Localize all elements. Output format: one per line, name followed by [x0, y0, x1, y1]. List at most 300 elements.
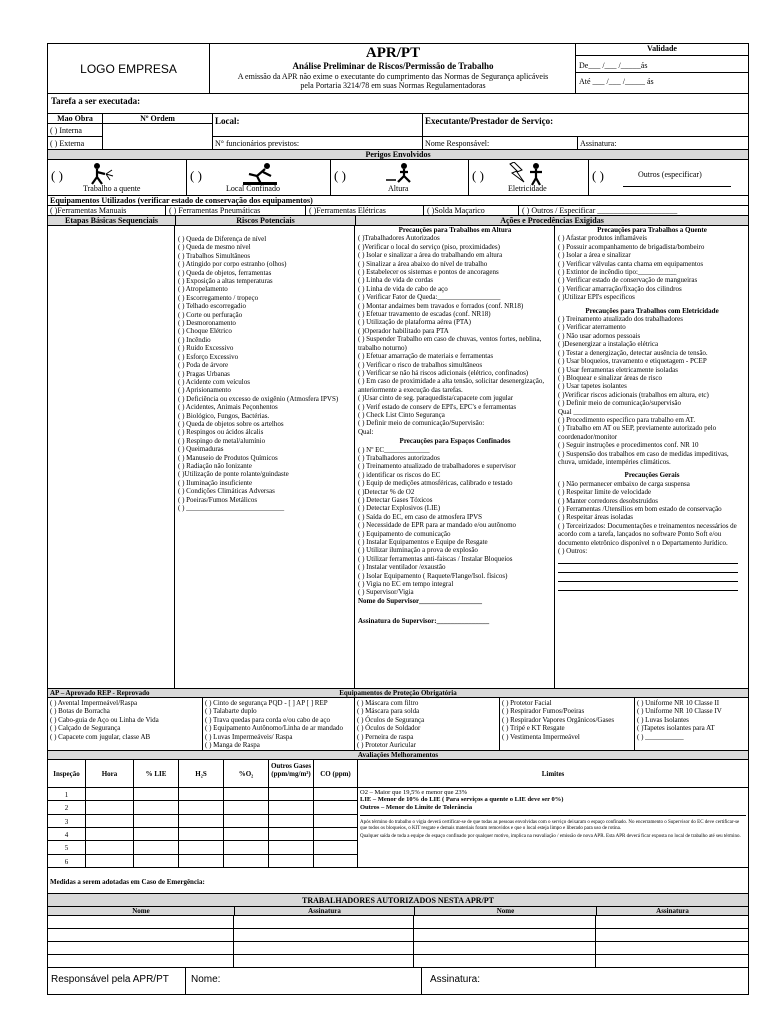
autorizados-table: [48, 916, 748, 968]
measurement-cell[interactable]: [269, 855, 314, 868]
worker-signature-cell[interactable]: [234, 916, 414, 929]
mao-obra-label: Mao Obra: [48, 114, 103, 124]
risco-item[interactable]: ( ) Respingo de metal/alumínio: [178, 436, 266, 445]
responsavel-assinatura[interactable]: Assinatura:: [430, 974, 481, 985]
etapas-column[interactable]: [48, 226, 175, 689]
measurement-cell[interactable]: [179, 788, 224, 801]
epi-item[interactable]: ( ) Equipamento Autônomo/Linha de ar mandado: [205, 724, 344, 733]
supervisor-name[interactable]: Nome do Supervisor__________________: [358, 596, 483, 605]
confinados-item[interactable]: ( ) identificar os riscos do EC: [358, 470, 441, 479]
eletricidade-item[interactable]: ( ) Trabalho em AT ou SEP, previamente autorizado pelo coordenador/monitor: [558, 424, 717, 441]
riscos-list: [178, 235, 352, 512]
header-outros-gases: Outros Gases (ppm/mg/m³): [269, 760, 314, 788]
altura-item[interactable]: ( ) Linha de vida de cordas: [358, 276, 434, 285]
obs-text-2: Qualquer saída de toda a equipe do espaço confinado por qualquer motivo, implica na reavaliação / emissão de nova APR. Esta APR deverá ficar exposta no local de trabalho até seu término.: [360, 834, 741, 840]
epi-item[interactable]: ( ) Uniforme NR 10 Classe IV: [637, 707, 722, 716]
confinados-item[interactable]: ( ) Equipamento de comunicação: [358, 529, 451, 538]
altura-item[interactable]: ( ) Isolar e sinalizar a área do trabalhando em altura: [358, 251, 503, 260]
equipamentos-row: [48, 206, 748, 216]
epi-column-2: [203, 698, 355, 751]
validity-label: Validade: [576, 44, 748, 56]
header-assinatura-1: Assinatura: [234, 907, 414, 916]
fire-work-icon: [88, 162, 118, 186]
worker-name-cell[interactable]: [48, 929, 234, 942]
apr-form: [47, 43, 749, 995]
gerais-item[interactable]: ( ) Respeitar limite de velocidade: [558, 488, 652, 497]
footer: [48, 968, 748, 994]
risco-item[interactable]: ( ) Acidentes, Animais Peçonhentos: [178, 403, 278, 412]
altura-item[interactable]: ( )Usar cinto de seg. paraquedista/capacete com jugular: [358, 394, 514, 403]
worker-name-cell[interactable]: [414, 942, 596, 955]
responsavel-label: Responsável pela APR/PT: [48, 968, 186, 994]
header-hora: Hora: [86, 760, 134, 788]
equip-eletricas[interactable]: ( )Ferramentas Elétricas: [305, 206, 386, 216]
worker-signature-cell[interactable]: [596, 916, 748, 929]
measurement-cell[interactable]: [86, 841, 134, 854]
altura-item[interactable]: ( ) Montar andaimes bem travados e forrados (conf. NR18): [358, 301, 524, 310]
measurement-cell[interactable]: [86, 815, 134, 828]
confinados-item[interactable]: ( ) Trabalhadores autorizados: [358, 453, 440, 462]
worker-name-cell[interactable]: [48, 916, 234, 929]
measurement-cell[interactable]: [224, 828, 269, 841]
emergencia-field[interactable]: Medidas a serem adotadas em Caso de Emergência:: [48, 868, 748, 894]
limite-lie: LIE – Menor de 10% do LIE ( Para serviços a quente o LIE deve ser 0%): [360, 796, 564, 804]
epi-title: Equipamentos de Proteção Obrigatória: [339, 689, 457, 697]
perigo-label-2: Local Confinado: [226, 184, 280, 193]
supervisor-signature[interactable]: Assinatura do Supervisor:_______________: [358, 617, 490, 626]
altura-item[interactable]: ( ) Linha de vida de cabo de aço: [358, 284, 448, 293]
epi-item[interactable]: ( ) Óculos de Soldador: [357, 724, 421, 733]
funcionarios-field[interactable]: N° funcionários previstos:: [213, 137, 423, 150]
worker-signature-cell[interactable]: [234, 942, 414, 955]
epi-item[interactable]: ( ) Talabarte duplo: [205, 707, 257, 716]
measurement-cell[interactable]: [314, 828, 358, 841]
ordem-label: Nº Ordem: [103, 114, 213, 124]
header-h2s: H₂S: [179, 760, 224, 788]
perigo-check-2[interactable]: ( ): [190, 168, 202, 183]
altura-item[interactable]: ( ) Verificar se não há riscos adicionais (elétrico, confinados): [358, 368, 529, 377]
limite-outros: Outros – Menor do Limite de Tolerância: [360, 803, 473, 811]
eletricidade-list: [558, 315, 746, 466]
quente-item[interactable]: ( ) Verificar estado de conservação de mangueiras: [558, 276, 698, 285]
risco-item[interactable]: ( ) Atropelamento: [178, 285, 228, 294]
epi-item[interactable]: ( ) Trava quedas para corda e/ou cabo de aço: [205, 715, 330, 724]
eletricidade-title: Precauções para Trabalhos com Eletricidade: [585, 306, 719, 315]
risco-item[interactable]: ( ) Choque Elétrico: [178, 327, 232, 336]
confinados-item[interactable]: ( ) Utilizar iluminação a prova de explosão: [358, 546, 478, 555]
outros-line-4[interactable]: [558, 582, 738, 591]
eletricidade-item[interactable]: ( )Verificar riscos adicionais (trabalhos em altura, etc): [558, 390, 709, 399]
risco-item[interactable]: ( ) Biológico, Fungos, Bactérias.: [178, 411, 270, 420]
measurement-cell[interactable]: [314, 788, 358, 801]
avaliacoes-rows: [48, 788, 358, 868]
altura-item[interactable]: ( ) Sinalizar a área abaixo do nível de trabalho: [358, 259, 488, 268]
main-columns: [48, 226, 748, 689]
equip-manuais[interactable]: ( )Ferramentas Manuais: [50, 206, 127, 215]
risco-item[interactable]: ( ) Poda de árvore: [178, 361, 229, 370]
risco-item[interactable]: ( ) Atingido por corpo estranho (olhos): [178, 260, 287, 269]
altura-item[interactable]: ( )Verificar o local do serviço (piso, proximidades): [358, 242, 500, 251]
measurement-cell[interactable]: [224, 855, 269, 868]
risco-item[interactable]: ( ) Desmoronamento: [178, 319, 236, 328]
worker-signature-cell[interactable]: [234, 929, 414, 942]
validity-to[interactable]: Até ___ /___ /_____ ás: [579, 77, 654, 86]
epi-item[interactable]: ( ) Calçado de Segurança: [50, 724, 121, 733]
worker-signature-cell[interactable]: [596, 955, 748, 968]
inspecao-number: 3: [48, 815, 86, 828]
eletricidade-item[interactable]: ( )Desenergizar a instalação elétrica: [558, 340, 659, 349]
responsavel-nome[interactable]: Nome:: [186, 968, 422, 994]
confinados-item[interactable]: ( ) Treinamento atualizado de trabalhadores e supervisor: [358, 462, 516, 471]
risco-item[interactable]: ( ) ____________________________: [178, 504, 285, 512]
eletricidade-item[interactable]: ( ) Suspensão dos trabalhos em caso de medidas impeditivas, chuva, umidade, intempéries climáticos.: [558, 449, 729, 466]
inspecao-number: 5: [48, 841, 86, 854]
local-field[interactable]: Local:: [213, 114, 423, 137]
risco-item[interactable]: ( ) Iluminação insuficiente: [178, 478, 253, 487]
labor-section: [48, 114, 748, 150]
eletricidade-item[interactable]: ( ) Procedimento específico para trabalho em AT.: [558, 415, 696, 424]
inspecao-number: 1: [48, 788, 86, 801]
risco-item[interactable]: ( ) Escorregamento / tropeço: [178, 293, 259, 302]
risco-item[interactable]: ( ) Condições Climáticas Adversas: [178, 487, 275, 496]
measurement-cell[interactable]: [314, 815, 358, 828]
header-limites: Limites: [358, 760, 748, 788]
altura-item[interactable]: ( ) Efetuar travamento de escadas (conf. NR18): [358, 310, 491, 319]
epi-item[interactable]: ( ) Máscara com filtro: [357, 699, 419, 707]
eletricidade-item[interactable]: ( ) Seguir instruções e procedimentos conf. NR 10: [558, 441, 699, 450]
measurement-cell[interactable]: [134, 855, 179, 868]
risco-item[interactable]: ( ) Poeiras/Fumos Metálicos: [178, 495, 258, 504]
measurement-cell[interactable]: [314, 855, 358, 868]
altura-item[interactable]: ( ) Definir meio de comunicação/Supervisão:: [358, 419, 485, 428]
measurement-cell[interactable]: [269, 815, 314, 828]
eletricidade-item[interactable]: ( ) Definir meio de comunicação/supervisão: [558, 399, 682, 408]
avaliacoes-title: Avaliações Melhoramentos: [48, 751, 748, 760]
epi-item[interactable]: ( ) Protetor Auricular: [357, 741, 416, 750]
measurement-cell[interactable]: [179, 801, 224, 814]
risco-item[interactable]: ( ) Queda de objetos sobre os artelhos: [178, 419, 284, 428]
perigo-label-1: Trabalho a quente: [83, 184, 141, 193]
confinados-item[interactable]: ( ) Detectar Explosivos (LIE): [358, 504, 441, 513]
outros-line[interactable]: [623, 186, 731, 187]
interna-option[interactable]: ( ) Interna: [48, 124, 103, 137]
outros-line-1[interactable]: [558, 555, 738, 564]
measurement-cell[interactable]: [224, 815, 269, 828]
etapas-header: Etapas Básicas Sequenciais: [65, 216, 158, 225]
autorizados-headers: [48, 907, 748, 916]
altura-item[interactable]: ( )Operador habilitado para PTA: [358, 326, 449, 335]
title-block: [213, 44, 573, 94]
confinados-item[interactable]: ( ) Vigia no EC em tempo integral: [358, 580, 454, 589]
externa-option[interactable]: ( ) Externa: [48, 137, 103, 150]
obs-text: Após término do trabalho o vigia deverá certificar-se de que todas as pessoas envolvidas com o serviço deixaram o espaço confinado. No encerramento o Supervisor do EC deve certificar-se que todos os bloqueios, o KIT resgate e demais materiais foram removidos e que o local esteja limpo e liberado para uso de rotina.: [360, 820, 740, 832]
validity-block: [575, 44, 748, 94]
height-icon: [386, 162, 422, 186]
risco-item[interactable]: ( ) Queda de objetos, ferramentas: [178, 268, 272, 277]
header-nome-2: Nome: [414, 907, 596, 916]
epi-column-1: [48, 698, 203, 751]
divider: [360, 815, 746, 816]
measurement-cell[interactable]: [269, 788, 314, 801]
risco-item[interactable]: ( ) Queda de Diferença de nível: [178, 235, 267, 243]
eletricidade-item[interactable]: ( ) Usar ferramentas eletricamente isoladas: [558, 365, 678, 374]
measurement-cell[interactable]: [179, 815, 224, 828]
measurement-cell[interactable]: [134, 788, 179, 801]
responsavel-field[interactable]: Nome Responsável:: [423, 137, 578, 150]
epi-item[interactable]: ( ) Cinto de segurança PQD - [ ] AP [ ] REP: [205, 699, 328, 707]
gerais-item[interactable]: ( ) Terceirizados: Documentações e treinamentos necessários de acordo com a tarefa, lançados no software Ponto Soft e/ou documento eletrônico disponível n o Departamento Jurídico.: [558, 521, 737, 547]
ap-label: AP – Aprovado REP - Reprovado: [50, 689, 150, 697]
confinados-item[interactable]: ( ) Nº EC_____________: [358, 445, 430, 454]
epi-item[interactable]: ( ) Vestimenta Impermeável: [502, 732, 580, 741]
perigos-row: [48, 160, 748, 196]
measurement-cell[interactable]: [179, 828, 224, 841]
quente-item[interactable]: ( ) Possuir acompanhamento de brigadista/bombeiro: [558, 242, 705, 251]
risco-item[interactable]: ( ) Acidente com veículos: [178, 377, 250, 386]
note-line-2: pela Portaria 3214/78 em suas Normas Regulamentadoras: [300, 80, 486, 90]
equip-pneumaticas[interactable]: ( ) Ferramentas Pneumáticas: [165, 206, 260, 216]
divider: [330, 160, 331, 196]
divider: [588, 160, 589, 196]
altura-item[interactable]: ( ) Verif estado de conserv de EPI's, EPC's e ferramentas: [358, 402, 517, 411]
epi-column-3: [355, 698, 500, 751]
worker-name-cell[interactable]: [414, 955, 596, 968]
confinados-item[interactable]: ( ) Instalar ventilador /exaustão: [358, 563, 446, 572]
worker-name-cell[interactable]: [414, 929, 596, 942]
gerais-item[interactable]: ( ) Outros:: [558, 547, 588, 556]
altura-list: [358, 234, 552, 436]
epi-item[interactable]: ( ) Manga de Raspa: [205, 741, 260, 750]
confinados-item[interactable]: ( ) Isolar Equipamento ( Raquete/Flange/Isol. físicos): [358, 571, 508, 580]
limites-block: [360, 789, 746, 840]
divider: [186, 160, 187, 196]
validity-from[interactable]: De___ /___ /_____ás: [576, 56, 748, 73]
measurement-cell[interactable]: [86, 855, 134, 868]
measurement-cell[interactable]: [134, 801, 179, 814]
risco-item[interactable]: ( ) Ruído Excessivo: [178, 344, 234, 353]
riscos-column: [175, 226, 355, 689]
quente-title: Precauções para Trabalhos a Quente: [597, 226, 707, 234]
epi-item[interactable]: ( ) Respirador Vapores Orgânicos/Gases: [502, 715, 615, 724]
risco-item[interactable]: ( ) Deficiência ou excesso de oxigênio (Atmosfera IPVS): [178, 394, 339, 403]
quente-item[interactable]: ( ) Verificar válvulas canta chama em equipamentos: [558, 259, 704, 268]
worker-name-cell[interactable]: [414, 916, 596, 929]
perigo-label-3: Altura: [388, 184, 409, 193]
risco-item[interactable]: ( ) Esforço Excessivo: [178, 352, 239, 361]
company-logo: LOGO EMPRESA: [48, 44, 210, 94]
eletricidade-item[interactable]: ( ) Treinamento atualizado dos trabalhadores: [558, 315, 683, 324]
perigo-check-3[interactable]: ( ): [334, 168, 346, 183]
outros-line-3[interactable]: [558, 573, 738, 582]
header-nome-1: Nome: [132, 907, 150, 915]
measurement-cell[interactable]: [86, 828, 134, 841]
eletricidade-item[interactable]: ( ) Usar bloqueios, travamento e etiquetagem - PCEP: [558, 357, 707, 366]
altura-item[interactable]: ( ) Utilização de plataforma aérea (PTA): [358, 318, 471, 327]
altura-item[interactable]: ( ) Verificar Fator de Queda:__________________: [358, 293, 501, 302]
equip-solda[interactable]: ( )Solda Maçarico: [423, 206, 485, 216]
measurement-cell[interactable]: [269, 841, 314, 854]
altura-item[interactable]: ( )Trabalhadores Autorizados: [358, 234, 440, 243]
altura-item[interactable]: Qual:: [358, 427, 374, 436]
confinados-title: Precauções para Espaços Confinados: [399, 437, 511, 446]
confined-space-icon: [243, 162, 277, 186]
executante-field[interactable]: Executante/Prestador de Serviço:: [423, 114, 748, 137]
eletricidade-item[interactable]: ( ) Não usar adornos pessoais: [558, 331, 641, 340]
eletricidade-item[interactable]: ( ) Usar tapetes isolantes: [558, 382, 627, 391]
measurement-cell[interactable]: [86, 801, 134, 814]
worker-signature-cell[interactable]: [234, 955, 414, 968]
risco-item[interactable]: ( ) Corte ou perfuração: [178, 310, 243, 319]
epi-column-5: [635, 698, 748, 751]
epi-column-4: [500, 698, 635, 751]
header-inspecao: Inspeção: [48, 760, 86, 788]
risco-item[interactable]: ( ) Queda de mesmo nível: [178, 243, 251, 252]
outros-line-2[interactable]: [558, 564, 738, 573]
measurement-cell[interactable]: [314, 841, 358, 854]
form-header: [48, 44, 748, 94]
risco-item[interactable]: ( ) Pragas Urbanas: [178, 369, 230, 378]
eletricidade-item[interactable]: ( ) Bloquear e sinalizar áreas de risco: [558, 373, 662, 382]
perigos-title: Perigos Envolvidos: [48, 150, 748, 160]
altura-item[interactable]: ( ) Estabelecer os sistemas e pontos de ancoragens: [358, 268, 499, 277]
epi-item[interactable]: ( ) Luvas Isolantes: [637, 715, 689, 724]
measurement-cell[interactable]: [224, 801, 269, 814]
altura-item[interactable]: ( ) Efetuar amarração de materiais e ferramentas: [358, 352, 494, 361]
altura-item[interactable]: ( ) Verificar o risco de trabalhos simultâneos: [358, 360, 483, 369]
measurement-cell[interactable]: [134, 841, 179, 854]
confinados-item[interactable]: ( ) Instalar Equipamentos e Equipe de Resgate: [358, 538, 488, 547]
epi-item[interactable]: ( )Tapetes isolantes para AT: [637, 724, 715, 733]
epi-item[interactable]: ( ) Capacete com jugular, classe AB: [50, 732, 151, 741]
epi-header: [48, 689, 748, 698]
altura-title: Precauções para Trabalhos em Altura: [398, 226, 512, 234]
measurement-cell[interactable]: [179, 855, 224, 868]
risco-item[interactable]: ( ) Trabalhos Simultâneos: [178, 251, 251, 260]
quente-item[interactable]: ( )Utilizar EPI's específicos: [558, 293, 635, 302]
risco-item[interactable]: ( ) Queimaduras: [178, 445, 224, 454]
confinados-item[interactable]: ( ) Necessidade de EPR para ar mandado e/ou autônomo: [358, 521, 517, 530]
measurement-cell[interactable]: [224, 841, 269, 854]
confinados-list: [358, 446, 552, 597]
measurement-cell[interactable]: [314, 801, 358, 814]
quente-list: [558, 234, 746, 301]
eletricidade-item[interactable]: ( ) Verificar aterramento: [558, 323, 626, 332]
measurement-cell[interactable]: [179, 841, 224, 854]
confinados-item[interactable]: ( ) Saída do EC, em caso de atmosfera IPVS: [358, 512, 483, 521]
gerais-item[interactable]: ( ) Manter corredores desobstruídos: [558, 496, 658, 505]
perigo-check-5[interactable]: ( ): [592, 168, 604, 183]
eletricidade-item[interactable]: ( ) Testar a denergização, detectar ausência de tensão.: [558, 348, 708, 357]
confinados-item[interactable]: ( ) Utilizar ferramentas anti-faiscas / Instalar Bloqueios: [358, 554, 513, 563]
epi-item[interactable]: ( ) Óculos de Segurança: [357, 715, 425, 724]
form-subtitle: Análise Preliminar de Riscos/Permissão de Trabalho: [292, 61, 494, 71]
measurement-cell[interactable]: [134, 828, 179, 841]
confinados-item[interactable]: ( ) Supervisor/Vigia: [358, 588, 414, 597]
acoes-header: Ações e Procedências Exigidas: [355, 216, 748, 226]
risco-item[interactable]: ( ) Respingos ou ácidos álcalis: [178, 428, 264, 437]
confinados-item[interactable]: ( )Detectar % de O2: [358, 487, 415, 496]
header-lie: % LIE: [134, 760, 179, 788]
ordem-field[interactable]: [103, 124, 213, 150]
autorizados-title: TRABALHADORES AUTORIZADOS NESTA APR/PT: [48, 894, 748, 907]
risco-item[interactable]: ( ) Incêndio: [178, 335, 211, 344]
epi-item[interactable]: ( ) Respirador Fumos/Poeiras: [502, 707, 585, 716]
altura-item[interactable]: ( ) Em caso de proximidade a alta tensão, solicitar desenergização, anteriormente a execução das tarefas.: [358, 377, 545, 394]
measurement-cell[interactable]: [269, 801, 314, 814]
note-line-1: A emissão da APR não exime o executante do cumprimento das Normas de Segurança aplicáveis: [237, 71, 549, 81]
epi-item[interactable]: ( ) Cabo-guia de Aço ou Linha de Vida: [50, 715, 159, 724]
epi-item[interactable]: ( ) Tripé e KT Resgate: [502, 724, 565, 733]
risco-item[interactable]: ( ) Aprisionamento: [178, 386, 231, 395]
epi-item[interactable]: ( ) Máscara para solda: [357, 707, 420, 716]
measurement-cell[interactable]: [86, 788, 134, 801]
altura-confinados-column: [355, 226, 555, 689]
quente-item[interactable]: ( ) Verificar amarração/fixação dos cilindros: [558, 284, 682, 293]
gerais-item[interactable]: ( ) Respeitar áreas isoladas: [558, 513, 634, 522]
worker-signature-cell[interactable]: [596, 929, 748, 942]
form-title: APR/PT: [365, 45, 421, 61]
risco-item[interactable]: ( )Utilização de ponte rolante/guindaste: [178, 470, 289, 479]
risco-item[interactable]: ( ) Manuseio de Produtos Químicos: [178, 453, 278, 462]
measurement-cell[interactable]: [269, 828, 314, 841]
gerais-item[interactable]: ( ) Não permanecer embaixo de carga suspensa: [558, 479, 690, 488]
avaliacoes-headers: [48, 760, 378, 788]
quente-item[interactable]: ( ) Isolar a área e sinalizar: [558, 251, 631, 260]
assinatura-field[interactable]: Assinatura:: [580, 139, 617, 148]
epi-item[interactable]: ( ) Luvas Impermeáveis/ Raspa: [205, 732, 293, 741]
risco-item[interactable]: ( ) Exposição a altas temperaturas: [178, 277, 273, 286]
epi-section: [48, 698, 748, 751]
risco-item[interactable]: ( ) Radiação não Ionizante: [178, 461, 252, 470]
header-assinatura-2: Assinatura: [596, 907, 748, 916]
worker-name-cell[interactable]: [48, 955, 234, 968]
quente-item[interactable]: ( ) Afastar produtos inflamáveis: [558, 234, 648, 243]
gerais-item[interactable]: ( ) Ferramentas /Utensílios em bom estado de conservação: [558, 505, 722, 513]
epi-item[interactable]: ( ) Avental Impermeável/Raspa: [50, 699, 138, 707]
electricity-icon: [508, 162, 548, 186]
gerais-list: [558, 480, 746, 556]
inspecao-number: 2: [48, 801, 86, 814]
epi-item[interactable]: ( ) Perneira de raspa: [357, 732, 414, 741]
header-co: CO (ppm): [314, 760, 358, 788]
measurement-cell[interactable]: [134, 815, 179, 828]
epi-item[interactable]: ( ) Botas de Borracha: [50, 707, 110, 716]
risco-item[interactable]: ( ) Telhado escorregadio: [178, 302, 246, 311]
epi-item[interactable]: ( ) Protetor Facial: [502, 699, 552, 707]
perigo-label-5: Outros (especificar): [638, 170, 702, 179]
quente-item[interactable]: ( ) Extintor de incêndio tipo:___________: [558, 268, 677, 277]
equipamentos-title: Equipamentos Utilizados (verificar estado de conservação dos equipamentos): [48, 196, 748, 206]
perigo-check-1[interactable]: ( ): [51, 168, 63, 183]
epi-item[interactable]: ( ) ___________: [637, 732, 684, 741]
perigo-label-4: Eletricidade: [508, 184, 547, 193]
perigo-check-4[interactable]: ( ): [472, 168, 484, 183]
epi-item[interactable]: ( ) Uniforme NR 10 Classe II: [637, 699, 720, 707]
worker-name-cell[interactable]: [48, 942, 234, 955]
equip-outros[interactable]: ( ) Outros / Especificar ____________________: [518, 206, 677, 216]
eletricidade-item[interactable]: Qual _________________________________: [558, 407, 689, 416]
altura-item[interactable]: ( ) Check List Cinto Segurança: [358, 410, 445, 419]
confinados-item[interactable]: ( ) Equip de medições atmosféricas, calibrado e testado: [358, 479, 513, 488]
gerais-title: Precauções Gerais: [624, 471, 680, 480]
task-field[interactable]: Tarefa a ser executada:: [48, 94, 748, 114]
confinados-item[interactable]: ( ) Detectar Gases Tóxicos: [358, 496, 433, 504]
worker-signature-cell[interactable]: [596, 942, 748, 955]
measurement-cell[interactable]: [224, 788, 269, 801]
altura-item[interactable]: ( ) Suspender Trabalho em caso de chuvas, ventos fortes, neblina, trabalho noturno): [358, 335, 542, 352]
inspecao-number: 4: [48, 828, 86, 841]
quente-eletricidade-column: [555, 226, 748, 689]
